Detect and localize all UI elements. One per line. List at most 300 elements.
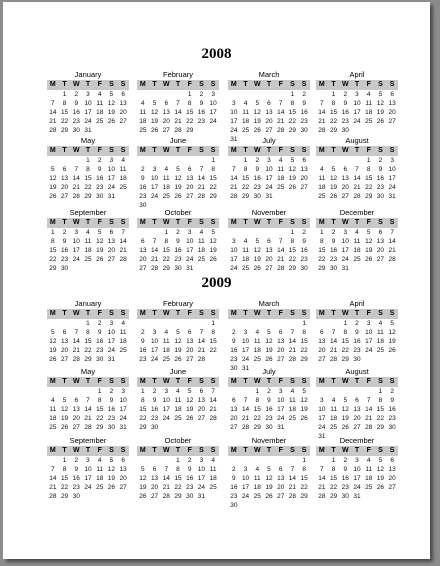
weekday-header: S (199, 219, 204, 226)
day-cell: 23 (72, 484, 80, 491)
day-cell: 7 (152, 238, 157, 245)
day-cell: 23 (300, 256, 308, 263)
day-cell: 1 (62, 91, 67, 98)
day-cell: 2 (302, 229, 306, 236)
day-cell: 14 (241, 406, 250, 413)
day-cell: 29 (288, 265, 297, 272)
day-cell: 7 (51, 466, 55, 473)
weekday-header: S (120, 81, 126, 88)
weekday-header: T (175, 81, 181, 88)
month-block (316, 208, 398, 273)
day-cell: 31 (341, 265, 349, 272)
weekday-header: T (354, 378, 360, 385)
day-cell: 13 (388, 466, 396, 473)
day-cell: 2 (141, 329, 145, 336)
day-cell: 28 (318, 127, 326, 134)
day-cell: 4 (164, 166, 169, 173)
day-cell: 7 (366, 397, 371, 404)
weekday-header: W (162, 81, 170, 88)
day-cell: 21 (365, 415, 373, 422)
day-cell: 16 (341, 475, 349, 482)
day-cell: 8 (86, 166, 90, 173)
day-cell: 27 (341, 193, 349, 200)
day-cell: 29 (209, 193, 217, 200)
day-grid (316, 228, 398, 273)
weekday-header: S (290, 147, 295, 154)
empty-day-cell (137, 156, 149, 165)
empty-day-cell (59, 387, 71, 396)
month-name: April (349, 70, 365, 79)
day-cell: 14 (197, 338, 206, 345)
day-cell: 22 (84, 347, 92, 354)
day-cell: 26 (96, 256, 104, 263)
weekday-header: S (109, 447, 114, 454)
day-cell: 14 (329, 338, 338, 345)
empty-day-cell (160, 319, 172, 328)
day-cell: 9 (331, 238, 336, 245)
day-cell: 11 (353, 238, 361, 245)
weekday-header: F (366, 378, 371, 385)
day-cell: 24 (318, 424, 326, 431)
weekday-header: T (354, 310, 360, 317)
weekday-header: T (62, 447, 67, 454)
day-cell: 1 (176, 457, 180, 464)
day-cell: 11 (198, 238, 205, 245)
weekday-header: M (49, 219, 56, 226)
weekday-header: F (366, 81, 371, 88)
weekday-header: F (187, 147, 192, 154)
day-cell: 11 (119, 329, 127, 336)
day-cell: 10 (107, 329, 116, 336)
day-cell: 16 (72, 475, 80, 482)
day-grid (47, 456, 129, 501)
day-cell: 7 (355, 166, 359, 173)
day-cell: 24 (277, 415, 285, 422)
day-cell: 5 (255, 238, 260, 245)
day-cell: 29 (329, 493, 338, 500)
weekday-header: M (318, 447, 325, 454)
day-cell: 15 (174, 475, 182, 482)
day-cell: 30 (253, 193, 261, 200)
day-cell: 11 (253, 475, 261, 482)
day-cell: 29 (300, 356, 308, 363)
day-cell: 17 (186, 247, 194, 254)
day-cell: 29 (288, 127, 297, 134)
day-cell: 27 (119, 118, 127, 125)
month-name: January (74, 299, 102, 308)
day-cell: 13 (197, 397, 206, 404)
weekday-header: F (97, 219, 102, 226)
day-cell: 31 (318, 433, 326, 440)
day-cell: 3 (74, 229, 79, 236)
day-cell: 25 (162, 193, 170, 200)
day-cell: 17 (150, 347, 159, 354)
day-cell: 13 (318, 338, 326, 345)
day-cell: 8 (141, 397, 145, 404)
weekday-header: S (109, 81, 114, 88)
day-cell: 2 (302, 91, 306, 98)
month-name: July (262, 136, 276, 145)
day-grid (228, 156, 310, 201)
empty-day-cell (149, 90, 161, 99)
day-cell: 13 (107, 238, 116, 245)
day-cell: 24 (209, 118, 217, 125)
day-cell: 24 (150, 193, 159, 200)
day-cell: 18 (197, 247, 206, 254)
day-cell: 15 (288, 109, 297, 116)
day-cell: 21 (241, 415, 250, 422)
weekday-header: S (109, 219, 114, 226)
empty-day-cell (160, 456, 172, 465)
day-cell: 14 (353, 175, 361, 182)
weekday-header-row (47, 309, 129, 319)
day-cell: 12 (365, 238, 373, 245)
day-cell: 19 (49, 347, 57, 354)
day-cell: 16 (300, 247, 308, 254)
day-cell: 21 (72, 184, 80, 191)
day-cell: 13 (72, 406, 80, 413)
day-cell: 13 (186, 338, 194, 345)
empty-day-cell (263, 456, 275, 465)
month-block (47, 299, 129, 364)
month-name: April (349, 299, 365, 308)
day-cell: 21 (318, 118, 326, 125)
day-cell: 13 (341, 175, 349, 182)
day-cell: 28 (119, 256, 127, 263)
day-cell: 11 (162, 338, 170, 345)
weekday-header: W (341, 310, 349, 317)
day-cell: 3 (232, 238, 236, 245)
day-cell: 20 (119, 109, 127, 116)
weekday-header: S (378, 378, 383, 385)
day-cell: 13 (119, 466, 127, 473)
day-cell: 30 (107, 424, 116, 431)
day-cell: 1 (51, 229, 55, 236)
day-cell: 10 (241, 475, 250, 482)
weekday-header: T (243, 447, 248, 454)
weekday-header-row (137, 218, 219, 228)
weekday-header-row (47, 80, 129, 90)
day-cell: 19 (186, 406, 194, 413)
day-cell: 17 (230, 118, 238, 125)
weekday-header: F (366, 219, 371, 226)
day-cell: 9 (232, 475, 236, 482)
day-cell: 25 (365, 484, 373, 491)
day-cell: 31 (353, 493, 361, 500)
month-block (47, 70, 129, 135)
weekday-header: M (318, 378, 325, 385)
day-cell: 18 (318, 184, 326, 191)
weekday-header: T (331, 378, 336, 385)
day-cell: 5 (141, 466, 145, 473)
weekday-header: T (266, 147, 272, 154)
weekday-header: S (378, 81, 383, 88)
weekday-header-row (316, 377, 398, 387)
empty-day-cell (228, 387, 240, 396)
day-cell: 16 (150, 406, 159, 413)
day-cell: 6 (62, 166, 67, 173)
day-cell: 30 (139, 202, 147, 209)
day-cell: 31 (84, 127, 92, 134)
day-grid (228, 319, 310, 373)
empty-day-cell (275, 456, 287, 465)
day-cell: 25 (329, 424, 338, 431)
day-cell: 29 (341, 356, 349, 363)
day-cell: 11 (242, 247, 249, 254)
day-cell: 27 (186, 193, 194, 200)
day-cell: 4 (121, 320, 125, 327)
day-cell: 1 (302, 457, 306, 464)
day-cell: 26 (265, 493, 273, 500)
day-cell: 8 (51, 238, 55, 245)
day-cell: 9 (302, 100, 306, 107)
weekday-header-row (316, 218, 398, 228)
day-grid (316, 456, 398, 501)
empty-day-cell (47, 319, 59, 328)
day-cell: 4 (366, 91, 371, 98)
day-cell: 20 (60, 347, 69, 354)
day-cell: 27 (318, 356, 326, 363)
weekday-header: S (210, 219, 216, 226)
day-cell: 27 (107, 256, 116, 263)
day-cell: 20 (150, 484, 159, 491)
day-cell: 16 (388, 406, 396, 413)
day-cell: 12 (139, 475, 147, 482)
empty-day-cell (137, 319, 149, 328)
month-name: December (339, 436, 375, 445)
day-cell: 29 (60, 493, 69, 500)
day-cell: 19 (265, 347, 273, 354)
month-block (316, 299, 398, 364)
day-cell: 30 (230, 365, 238, 372)
day-cell: 12 (329, 175, 338, 182)
day-cell: 11 (330, 406, 337, 413)
day-cell: 9 (176, 238, 180, 245)
day-cell: 31 (107, 193, 116, 200)
day-cell: 23 (265, 415, 273, 422)
weekday-header: T (175, 447, 181, 454)
day-cell: 8 (187, 100, 192, 107)
day-cell: 17 (209, 109, 217, 116)
day-cell: 9 (355, 329, 359, 336)
day-cell: 29 (162, 265, 170, 272)
month-block (137, 136, 219, 210)
day-cell: 20 (353, 415, 361, 422)
month-block (316, 136, 398, 201)
empty-day-cell (251, 228, 263, 237)
day-cell: 5 (390, 320, 394, 327)
weekday-header: M (318, 219, 325, 226)
day-cell: 22 (318, 256, 326, 263)
day-cell: 9 (343, 466, 348, 473)
day-cell: 1 (343, 320, 348, 327)
day-cell: 18 (139, 118, 147, 125)
weekday-header: T (175, 147, 181, 154)
month-name: March (258, 70, 280, 79)
day-cell: 26 (341, 424, 349, 431)
day-cell: 8 (320, 238, 324, 245)
day-cell: 19 (376, 475, 385, 482)
day-cell: 11 (277, 166, 285, 173)
month-name: December (339, 208, 375, 217)
month-name: August (345, 367, 369, 376)
weekday-header: F (97, 81, 102, 88)
day-cell: 26 (253, 127, 261, 134)
weekday-header: T (243, 81, 248, 88)
day-cell: 29 (241, 193, 250, 200)
day-cell: 6 (302, 157, 306, 164)
day-cell: 8 (86, 329, 90, 336)
day-cell: 13 (162, 109, 170, 116)
day-cell: 14 (230, 175, 238, 182)
weekday-header: F (278, 378, 283, 385)
day-cell: 7 (211, 388, 215, 395)
day-cell: 9 (267, 397, 271, 404)
weekday-header: S (199, 81, 204, 88)
day-cell: 25 (174, 415, 182, 422)
day-cell: 7 (199, 166, 204, 173)
day-cell: 27 (72, 424, 80, 431)
weekday-header: S (210, 81, 216, 88)
empty-day-cell (251, 319, 263, 328)
day-grid (47, 156, 129, 201)
day-cell: 19 (329, 184, 338, 191)
day-cell: 4 (243, 238, 248, 245)
day-cell: 16 (96, 338, 104, 345)
weekday-header: M (318, 310, 325, 317)
empty-day-cell (172, 319, 184, 328)
day-cell: 25 (365, 118, 373, 125)
day-cell: 12 (174, 338, 182, 345)
day-cell: 3 (243, 329, 248, 336)
empty-day-cell (328, 156, 340, 165)
empty-day-cell (59, 319, 71, 328)
weekday-header: M (49, 310, 56, 317)
day-cell: 12 (388, 329, 396, 336)
day-cell: 22 (84, 184, 92, 191)
day-cell: 16 (197, 109, 206, 116)
day-cell: 9 (109, 397, 114, 404)
day-cell: 15 (253, 406, 261, 413)
weekday-header: S (301, 310, 307, 317)
day-cell: 22 (209, 347, 217, 354)
day-cell: 22 (329, 484, 338, 491)
day-cell: 12 (209, 238, 217, 245)
weekday-header-row (228, 446, 310, 456)
day-cell: 15 (49, 247, 57, 254)
day-cell: 4 (243, 100, 248, 107)
weekday-header: T (85, 81, 91, 88)
day-cell: 3 (199, 457, 204, 464)
day-cell: 7 (290, 466, 295, 473)
empty-day-cell (240, 387, 252, 396)
weekday-header: S (301, 219, 307, 226)
day-cell: 21 (84, 415, 92, 422)
empty-day-cell (275, 319, 287, 328)
empty-day-cell (228, 456, 240, 465)
day-cell: 20 (60, 184, 69, 191)
day-cell: 10 (365, 329, 373, 336)
day-cell: 2 (232, 329, 236, 336)
day-cell: 10 (230, 247, 238, 254)
day-cell: 28 (288, 493, 297, 500)
day-cell: 9 (74, 466, 79, 473)
day-cell: 12 (341, 406, 349, 413)
day-cell: 1 (320, 229, 324, 236)
day-cell: 3 (86, 91, 90, 98)
day-cell: 23 (230, 493, 238, 500)
day-cell: 16 (174, 247, 182, 254)
day-cell: 15 (365, 175, 373, 182)
day-cell: 6 (267, 100, 271, 107)
day-cell: 24 (241, 356, 250, 363)
empty-day-cell (316, 319, 328, 328)
day-cell: 15 (329, 475, 338, 482)
day-cell: 2 (141, 166, 145, 173)
day-cell: 4 (290, 388, 295, 395)
day-cell: 23 (139, 193, 147, 200)
weekday-header: W (341, 147, 349, 154)
day-cell: 31 (388, 193, 396, 200)
day-cell: 22 (300, 484, 308, 491)
day-cell: 21 (353, 184, 361, 191)
day-cell: 10 (230, 109, 238, 116)
day-cell: 22 (253, 415, 261, 422)
year-title: 2009 (201, 275, 232, 291)
day-cell: 9 (97, 166, 102, 173)
day-cell: 27 (197, 415, 206, 422)
day-cell: 22 (241, 184, 250, 191)
day-cell: 26 (60, 424, 69, 431)
day-cell: 9 (390, 397, 394, 404)
day-cell: 20 (162, 118, 170, 125)
day-cell: 30 (376, 193, 385, 200)
day-cell: 23 (96, 184, 104, 191)
day-cell: 30 (72, 493, 80, 500)
day-cell: 20 (277, 347, 285, 354)
empty-day-cell (160, 156, 172, 165)
day-cell: 24 (84, 484, 92, 491)
day-cell: 17 (84, 109, 92, 116)
month-block (47, 208, 129, 273)
day-cell: 6 (164, 100, 169, 107)
day-cell: 29 (84, 193, 92, 200)
day-cell: 26 (107, 484, 116, 491)
day-cell: 25 (197, 256, 206, 263)
month-name: July (262, 367, 276, 376)
day-cell: 21 (288, 484, 297, 491)
month-name: November (251, 436, 287, 445)
day-cell: 10 (150, 175, 159, 182)
day-cell: 13 (265, 109, 273, 116)
weekday-header: S (199, 310, 204, 317)
weekday-header-row (228, 80, 310, 90)
day-cell: 15 (300, 475, 308, 482)
day-cell: 24 (84, 118, 92, 125)
day-cell: 24 (72, 256, 80, 263)
day-cell: 10 (388, 166, 396, 173)
day-cell: 24 (353, 118, 361, 125)
day-cell: 4 (255, 329, 260, 336)
weekday-header: S (120, 147, 126, 154)
calendar-page (3, 2, 430, 559)
day-cell: 14 (318, 475, 326, 482)
weekday-header: T (85, 378, 91, 385)
month-name: June (169, 136, 187, 145)
day-cell: 27 (265, 127, 273, 134)
day-cell: 17 (341, 247, 349, 254)
day-grid (316, 387, 398, 441)
